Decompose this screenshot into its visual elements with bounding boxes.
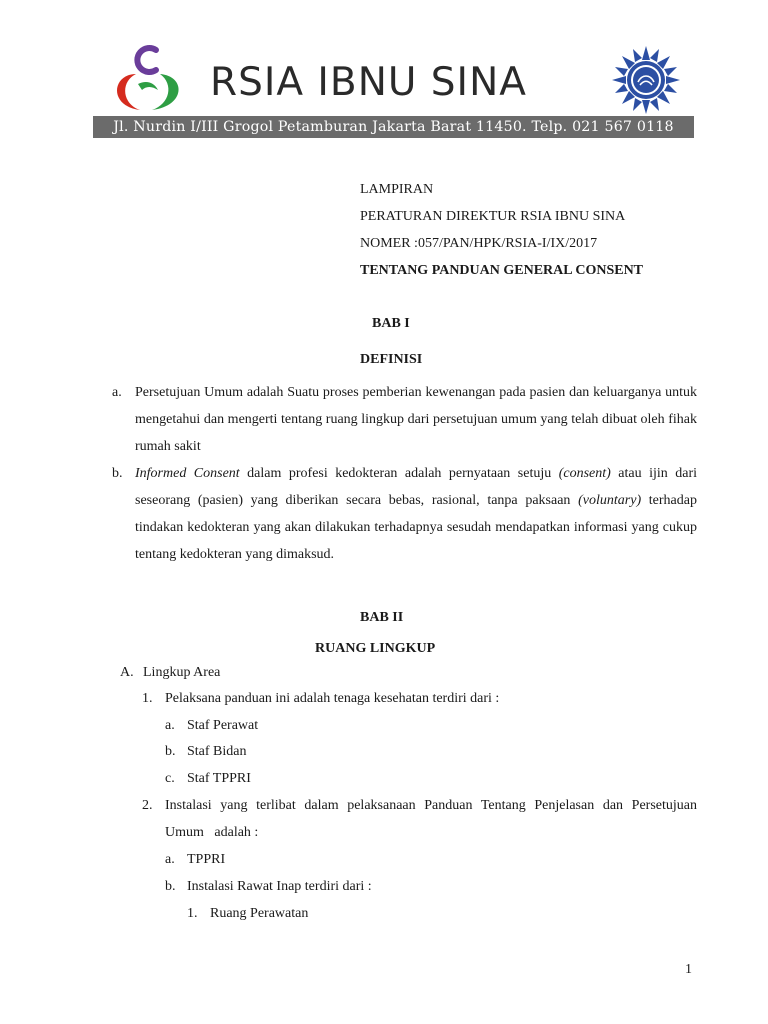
- sub-item-staf-bidan: Staf Bidan: [187, 744, 247, 759]
- list-item-1-text: Pelaksana panduan ini adalah tenaga kesehatan terdiri dari :: [165, 691, 500, 706]
- organization-name: RSIA IBNU SINA: [210, 60, 527, 105]
- sub-sub-item-marker: 1.: [187, 906, 198, 921]
- page-number: 1: [685, 962, 692, 977]
- sub-item-tppri: TPPRI: [187, 852, 226, 867]
- definition-a-text: Persetujuan Umum adalah Suatu proses pemberian kewenangan pada pasien dan keluarganya untuk mengetahui dan mengerti tentang ruang lingkup dari persetujuan umum yang telah dibuat oleh fihak rumah sakit: [135, 385, 697, 454]
- definition-b-marker: b.: [112, 466, 123, 481]
- letterhead: [0, 0, 768, 150]
- list-item-2-marker: 2.: [142, 798, 153, 813]
- section-a-marker: A.: [120, 665, 134, 680]
- list-item-2-text-line1: Instalasi yang terlibat dalam pelaksanaan Panduan Tentang Penjelasan dan Persetujuan: [165, 798, 697, 813]
- sub-item-staf-tppri: Staf TPPRI: [187, 771, 251, 786]
- informed-consent-term: Informed Consent: [135, 466, 240, 481]
- sub-item-marker: c.: [165, 771, 175, 786]
- section-a-label: Lingkup Area: [143, 665, 221, 680]
- attachment-label: LAMPIRAN: [360, 182, 434, 197]
- sub-item-staf-perawat: Staf Perawat: [187, 718, 259, 733]
- sub-item-marker: a.: [165, 852, 175, 867]
- regulation-number: NOMER :057/PAN/HPK/RSIA-I/IX/2017: [360, 236, 598, 251]
- sub-item-marker: b.: [165, 879, 176, 894]
- address-text: Jl. Nurdin I/III Grogol Petamburan Jakarta Barat 11450. Telp. 021 567 0118: [113, 119, 674, 135]
- list-item-1-marker: 1.: [142, 691, 153, 706]
- chapter-2-subtitle: RUANG LINGKUP: [315, 641, 436, 656]
- list-item-2-text-line2: Umum adalah :: [165, 825, 259, 840]
- chapter-1-subtitle: DEFINISI: [360, 352, 423, 367]
- regulation-subject: TENTANG PANDUAN GENERAL CONSENT: [360, 263, 644, 278]
- rsia-ibnu-sina-logo-icon: [106, 44, 190, 116]
- regulation-title: PERATURAN DIREKTUR RSIA IBNU SINA: [360, 209, 626, 224]
- definition-b-text: Informed Consent dalam profesi kedokteran adalah pernyataan setuju (consent) atau ijin dari seseorang (pasien) yang diberikan secara bebas, rasional, tanpa paksaan (voluntary) terhadap tindakan kedokteran yang akan dilakukan terhadapnya sesudah mendapatkan informasi yang cukup tentang kedokteran yang dimaksud.: [135, 466, 698, 562]
- sub-item-marker: b.: [165, 744, 176, 759]
- address-bar: [93, 116, 694, 138]
- voluntary-term: (voluntary): [578, 493, 642, 508]
- chapter-1-title: BAB I: [372, 316, 410, 331]
- sub-item-marker: a.: [165, 718, 175, 733]
- consent-term: (consent): [558, 466, 611, 481]
- sub-sub-item-ruang-perawatan: Ruang Perawatan: [210, 906, 309, 921]
- sub-item-rawat-inap: Instalasi Rawat Inap terdiri dari :: [187, 879, 372, 894]
- chapter-2-title: BAB II: [360, 610, 404, 625]
- definition-a-marker: a.: [112, 385, 122, 400]
- muhammadiyah-sun-emblem-icon: [597, 44, 695, 116]
